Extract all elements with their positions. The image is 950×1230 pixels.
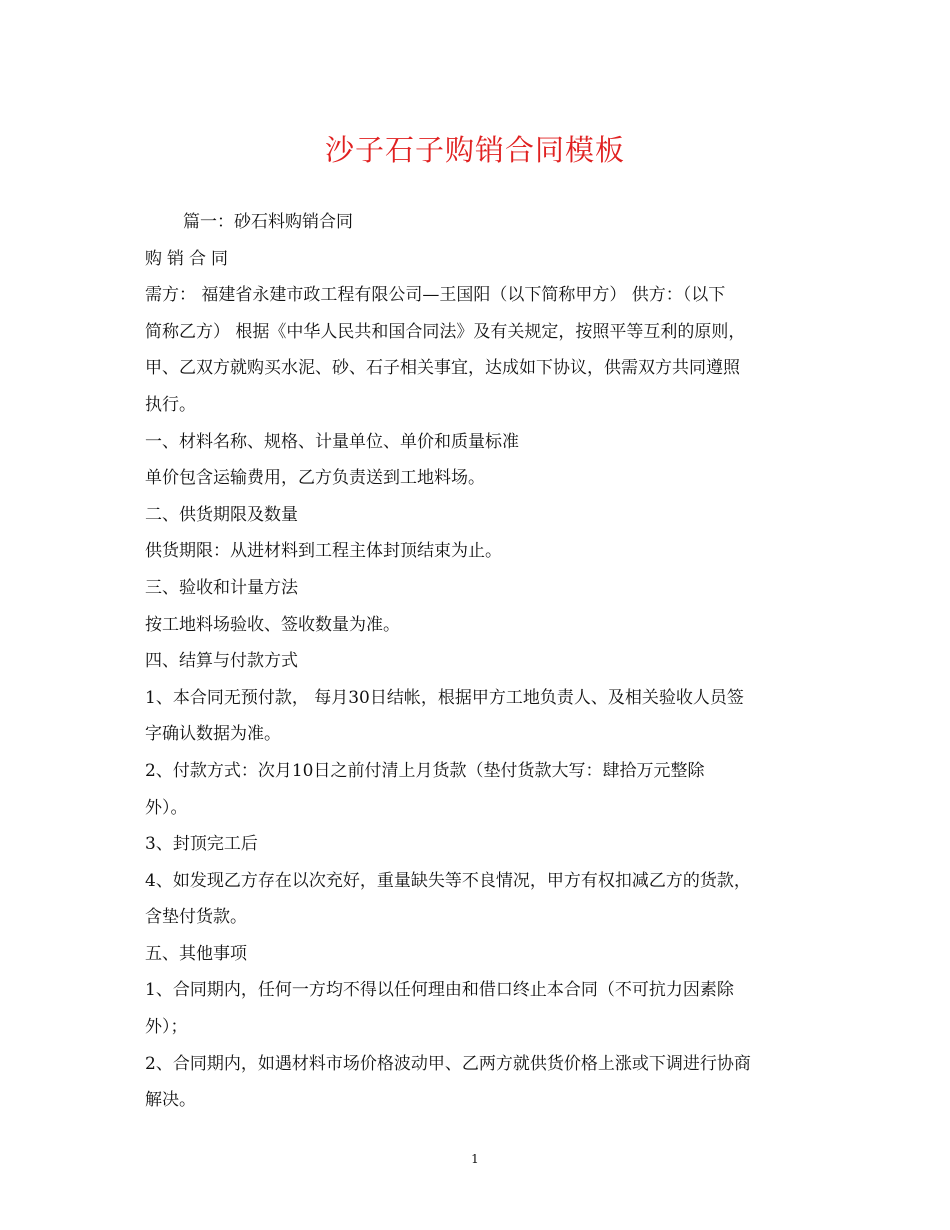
clause-heading-1: 一、材料名称、规格、计量单位、单价和质量标准 [145, 431, 519, 452]
paragraph-line: 按工地料场验收、签收数量为准。 [145, 614, 400, 635]
paragraph-line: 2、付款方式：次月10日之前付清上月货款（垫付货款大写：肆拾万元整除 [145, 760, 705, 781]
document-title: 沙子石子购销合同模板 [324, 133, 625, 167]
clause-heading-4: 四、结算与付款方式 [145, 651, 298, 672]
paragraph-line: 需方： 福建省永建市政工程有限公司—王国阳（以下简称甲方） 供方：（以下 [145, 285, 726, 306]
paragraph-line: 甲、乙双方就购买水泥、砂、石子相关事宜，达成如下协议，供需双方共同遵照 [145, 358, 740, 379]
clause-heading-2: 二、供货期限及数量 [145, 504, 298, 525]
paragraph-line: 含垫付货款。 [145, 907, 247, 928]
paragraph-line: 解决。 [145, 1090, 196, 1111]
page-number: 1 [471, 1152, 479, 1166]
paragraph-line: 1、本合同无预付款， 每月30日结帐，根据甲方工地负责人、及相关验收人员签 [145, 687, 744, 708]
paragraph-line: 外）； [145, 1017, 188, 1038]
paragraph-line: 执行。 [145, 394, 196, 415]
paragraph-line: 1、合同期内，任何一方均不得以任何理由和借口终止本合同（不可抗力因素除 [145, 980, 734, 1001]
paragraph-line: 2、合同期内，如遇材料市场价格波动甲、乙两方就供货价格上涨或下调进行协商 [145, 1053, 751, 1074]
paragraph-line: 字确认数据为准。 [145, 724, 281, 745]
clause-heading-5: 五、其他事项 [145, 943, 247, 964]
paragraph-line: 3、封顶完工后 [145, 834, 258, 855]
clause-heading-3: 三、验收和计量方法 [145, 577, 298, 598]
contract-heading: 购销合同 [145, 248, 233, 269]
paragraph-line: 简称乙方） 根据《中华人民共和国合同法》及有关规定，按照平等互利的原则， [145, 321, 746, 342]
document-body [145, 204, 810, 1119]
paragraph-line: 单价包含运输费用，乙方负责送到工地料场。 [145, 468, 485, 489]
paragraph-line: 4、如发现乙方存在以次充好，重量缺失等不良情况，甲方有权扣减乙方的货款， [145, 870, 751, 891]
paragraph-line: 供货期限：从进材料到工程主体封顶结束为止。 [145, 541, 502, 562]
paragraph-line: 外）。 [145, 797, 188, 818]
section-heading-part-one: 篇一：砂石料购销合同 [183, 212, 353, 232]
